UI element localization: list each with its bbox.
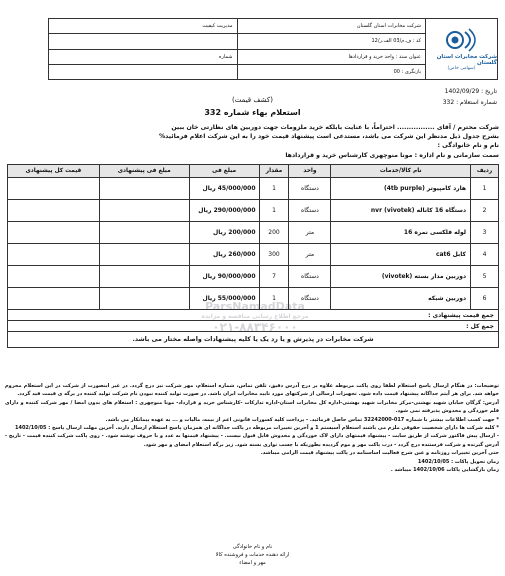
col-unit: واحد: [289, 165, 331, 178]
cell-item: هارد کامپیوتر (4tb purple): [331, 178, 471, 200]
page-title: استعلام بهاء شماره 332: [204, 108, 301, 117]
table-row: [8, 288, 499, 310]
terms-paragraph: حتی آخرین تغییرات روزنامه و عین شرح فعالیت اساسنامه در پاکت پیشنهاد قیمت الزامی میباشد.: [260, 450, 499, 457]
cell-proposed-total[interactable]: [8, 222, 100, 244]
col-item: نام کالا/خدمات: [331, 165, 471, 178]
cell-proposed-total[interactable]: [8, 200, 100, 222]
watermark-brand: ParsNamadData: [205, 300, 305, 313]
terms-paragraph: * کلیه شرکت ها دارای شخصیت حقوقی ملزم می باشند استعلام آسیستم 1 و آخرین تغییرات مربوطه در پاکت جداگانه ای همزمان پاسخ استعلام ارسال دارند. آخرین مهلت ارسال پاسخ : 1402/10/05: [15, 425, 499, 432]
cell-proposed-total[interactable]: [8, 244, 100, 266]
logo-company-name: شرکت مخابرات استان گلستان: [436, 54, 497, 66]
table-row: [8, 244, 499, 266]
col-qty: مقدار: [259, 165, 289, 178]
cell-price: 45/000/000 ریال: [189, 178, 259, 200]
cell-item: لوله فلکسی نمره 16: [331, 222, 471, 244]
intro-text: [7, 123, 499, 160]
cell-unit: دستگاه: [289, 178, 331, 200]
table-note: شرکت مخابرات در پذیرش و یا رد یک یا کلیه پیشنهادات واصله مختار می باشد.: [8, 332, 499, 348]
cell-proposed-amount[interactable]: [99, 178, 189, 200]
col-row: ردیف: [471, 165, 499, 178]
cell-row: 2: [471, 200, 499, 222]
cell-row: 1: [471, 178, 499, 200]
company-logo: [425, 19, 497, 79]
cell-row: 6: [471, 288, 499, 310]
table-row: [8, 178, 499, 200]
intro-line: نام و نام خانوادگی :: [437, 142, 499, 150]
cell-unit: دستگاه: [289, 200, 331, 222]
table-note-row: [8, 332, 499, 348]
terms-paragraph: توضیحات: در هنگام ارسال پاسخ استعلام لطفا روی پاکت مربوطه علاوه بر درج آدرس دقیق، تلفن تماس، شماره استعلام، مهر شرکت نیز درج گردد. در غیر اینصورت از شرکت در این استعلام محروم خواهد شد. برای هر آیتم جداگانه پیشنهاد قیمت داده شود. تجهیزات ارسالی از شرکتهای مورد تایید مخابرات ایران باشد. در صورت تولید کننده نبودن نام شرکت تولید کننده در برگه ی قیمت قید گردد.: [5, 383, 499, 398]
price-discovery-label: (کشف قیمت): [232, 96, 273, 104]
cell-qty: 7: [259, 266, 289, 288]
delivery-date: زمان تحویل پاکات : 1402/10/05: [417, 458, 499, 465]
cell-item: دوربین شبکه: [331, 288, 471, 310]
header-code: کد : ف.م/03 الف.ر/12: [371, 38, 421, 45]
cell-proposed-amount[interactable]: [99, 266, 189, 288]
inquiry-date: تاریخ : 1402/09/29: [444, 88, 497, 95]
sum-total-label: جمع کل :: [8, 321, 499, 332]
cell-item: کابل cat6: [331, 244, 471, 266]
sum-proposed-label: جمع قیمت پیشنهادی :: [8, 310, 499, 321]
cell-qty: 1: [259, 200, 289, 222]
header-company: شرکت مخابرات استان گلستان: [356, 23, 421, 30]
cell-unit: دستگاه: [289, 288, 331, 310]
signature-block: [0, 543, 505, 567]
table-row: [8, 222, 499, 244]
watermark-phone: ۰۲۱-۸۸۳۴۶۰۰۰: [212, 320, 298, 334]
header-number-label: شماره: [49, 50, 238, 64]
cell-price: 290/000/000 ریال: [189, 200, 259, 222]
col-unit-price: مبلغ فی: [189, 165, 259, 178]
signature-name-label: نام و نام خانوادگی: [232, 544, 273, 550]
items-table: [7, 164, 499, 348]
cell-proposed-total[interactable]: [8, 288, 100, 310]
table-row: [8, 266, 499, 288]
intro-line: شرکت محترم / آقای ................ احتراماً، با عنایت بابلکه خرید ملزومات جهت دوربین های نظارتی خان ببین: [171, 124, 499, 131]
cell-proposed-amount[interactable]: [99, 200, 189, 222]
opening-date: زمان بازگشایی پاکات 1402/10/06 میباشد .: [390, 467, 499, 474]
signature-stamp-label: مهر و امضاء: [239, 560, 266, 566]
header-info: [49, 19, 425, 79]
terms-paragraph: * جهت کسب اطلاعات بیشتر با شماره 017-32242000 تماس حاصل فرمائید. - پرداخت کلیه کسورات قانونی اعم از بیمه، مالیات و ... به عهده پیمانکار می باشد.: [105, 416, 499, 423]
cell-row: 5: [471, 266, 499, 288]
cell-qty: 300: [259, 244, 289, 266]
logo-subtitle: (سهامی خاص): [447, 66, 476, 71]
col-proposed-amount: مبلغ فی پیشنهادی: [99, 165, 189, 178]
intro-line: سمت سازمانی و نام اداره : مونا منوچهری کارشناس خرید و قراردادها: [285, 151, 499, 159]
cell-row: 4: [471, 244, 499, 266]
document-header: [48, 18, 498, 80]
cell-item: دستگاه 16 کاناله nvr (vivotek): [331, 200, 471, 222]
sum-total-row: [8, 321, 499, 332]
signature-provider-label: ارائه دهنده خدمات و فروشنده کالا: [215, 552, 290, 558]
cell-proposed-amount[interactable]: [99, 244, 189, 266]
cell-proposed-amount[interactable]: [99, 288, 189, 310]
intro-line: بشرح جدول ذیل مدنظر این شرکت می باشد، مستدعی است پیشنهاد قیمت خود را به این شرکت اعلام فرمائید%: [158, 133, 499, 141]
cell-proposed-amount[interactable]: [99, 222, 189, 244]
cell-proposed-total[interactable]: [8, 266, 100, 288]
cell-proposed-total[interactable]: [8, 178, 100, 200]
terms-paragraph: - ارسال پیش فاکتور شرکت از طریق سایت - پیشنهاد قیمتهای دارای لاک خوردگی و مخدوش قابل قبول نیست. - پیشنهاد قیمتها به عدد و با حروف نوشته شود. - روی پاکت شرکت کننده قیمت - تاریخ - آدرس گیرنده و شرکت فرستنده درج گردد - درب پاکت مهر و موم گردیده بطوریکه با چسب نواری بسته شود. زیر برگه استعلام امضای و مهر شود.: [5, 433, 499, 448]
watermark-tagline: مرجع اطلاع رسانی مناقصه و مزایده: [201, 313, 309, 320]
header-revision: بازنگری : 00: [393, 68, 421, 75]
terms-section: [5, 382, 499, 474]
inquiry-number: شماره استعلام : 332: [442, 99, 497, 106]
table-row: [8, 200, 499, 222]
cell-item: دوربین مدار بسته (vivotek): [331, 266, 471, 288]
cell-unit: متر: [289, 222, 331, 244]
col-proposed-total: قیمت کل پیشنهادی: [8, 165, 100, 178]
cell-unit: متر: [289, 244, 331, 266]
cell-qty: 1: [259, 178, 289, 200]
cell-price: 260/000 ریال: [189, 244, 259, 266]
cell-row: 3: [471, 222, 499, 244]
sum-proposed-row: [8, 310, 499, 321]
cell-price: 200/000 ریال: [189, 222, 259, 244]
header-management: مدیریت کیفیت: [49, 19, 238, 33]
cell-qty: 1: [259, 288, 289, 310]
cell-price: 55/000/000 ریال: [189, 288, 259, 310]
cell-price: 90/000/000 ریال: [189, 266, 259, 288]
table-header-row: [8, 165, 499, 178]
cell-unit: دستگاه: [289, 266, 331, 288]
terms-paragraph: آدرس: گرگان خیابان شهید بهشتی-مرکز مخابرات شهید بهشتی-اداره کل مخابرات استان-اداره تدارکات -کارشناس خرید و قرارداد- مونا منوچهری : استعلام های بدون امضا / مهر شرکت کننده و دارای قلم خوردگی و مخدوش پذیرفته نمی شود.: [5, 399, 499, 415]
telecom-logo-icon: [445, 27, 479, 53]
cell-qty: 200: [259, 222, 289, 244]
header-doc-title: عنوان سند : واحد خرید و قراردادها: [348, 53, 421, 60]
